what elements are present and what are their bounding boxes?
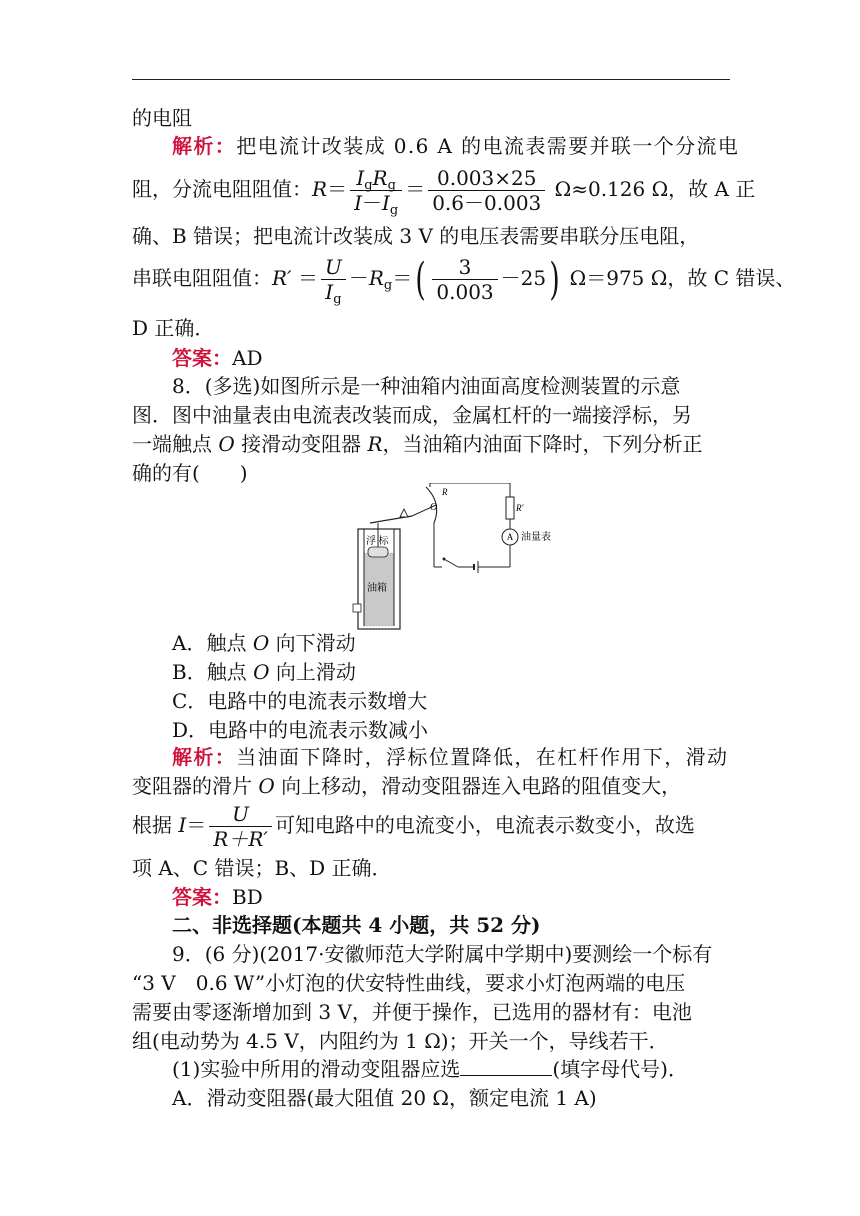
option-a: A．滑动变阻器(最大阻值 20 Ω，额定电流 1 A) bbox=[172, 1086, 597, 1110]
analysis-line: 解析：当油面下降时，浮标位置降低，在杠杆作用下，滑动 bbox=[172, 745, 729, 769]
text-line: D 正确． bbox=[132, 316, 215, 340]
answer-line: 答案：BD bbox=[172, 885, 263, 909]
formula-line: 串联电阻阻值：R′ ＝ $\frac{U}{I_g}$ $-R_g=$( $\frac{3}{0.003}$ －25) Ω＝975 Ω，故 C 错误、 bbox=[132, 253, 796, 307]
svg-text:R: R bbox=[442, 487, 448, 497]
fraction: $\frac{U}{R+R'}$ bbox=[209, 803, 272, 850]
question-line: 一端触点 O 接滑动变阻器 R，当油箱内油面下降时，下列分析正 bbox=[132, 432, 703, 456]
question-line: 组(电动势为 4.5 V，内阻约为 1 Ω)；开关一个，导线若干． bbox=[132, 1029, 669, 1053]
svg-text:油量表: 油量表 bbox=[521, 532, 551, 543]
analysis-label: 解析： bbox=[172, 745, 237, 769]
svg-text:R′: R′ bbox=[516, 503, 524, 513]
question-line: 确的有( ) bbox=[132, 461, 248, 485]
answer-label: 答案： bbox=[172, 346, 232, 370]
formula-line: 根据 I＝ $\frac{U}{R+R'}$ 可知电路中的电流变小，电流表示数变小，故选 bbox=[132, 802, 695, 851]
question-line: 需要由零逐渐增加到 3 V，并便于操作，已选用的器材有：电池 bbox=[132, 1000, 692, 1024]
option-b: B．触点 O 向上滑动 bbox=[172, 660, 356, 684]
analysis-line: 解析：把电流计改装成 0.6 A 的电流表需要并联一个分流电 bbox=[172, 134, 740, 158]
question-line: 图．图中油量表由电流表改装而成，金属杠杆的一端接浮标，另 bbox=[132, 403, 692, 427]
fraction: $\frac{0.003\times 25}{0.6-0.003}$ bbox=[428, 167, 545, 214]
section-heading: 二、非选择题(本题共 4 小题，共 52 分) bbox=[172, 913, 541, 937]
question-line: “3 V 0.6 W”小灯泡的伏安特性曲线，要求小灯泡两端的电压 bbox=[132, 971, 686, 995]
header-rule bbox=[132, 79, 730, 80]
answer-label: 答案： bbox=[172, 885, 232, 909]
fraction: $\frac{3}{0.003}$ bbox=[432, 256, 497, 303]
fraction: $\frac{U}{I_g}$ bbox=[321, 256, 346, 303]
svg-text:O: O bbox=[430, 502, 438, 513]
text-line: 的电阻 bbox=[132, 106, 192, 130]
analysis-label: 解析： bbox=[172, 134, 237, 158]
answer-line: 答案：AD bbox=[172, 346, 263, 370]
svg-text:浮 标: 浮 标 bbox=[366, 536, 389, 547]
answer-blank[interactable] bbox=[460, 1057, 552, 1076]
question-line: (1)实验中所用的滑动变阻器应选 (填字母代号)． bbox=[172, 1057, 688, 1081]
text-line: 项 A、C 错误；B、D 正确． bbox=[132, 856, 392, 880]
formula-line: 阻，分流电阻阻值：R＝ $\frac{I_gR_g}{I-I_g}$ ＝ $\frac{0.003\times 25}{0.6-0.003}$ Ω≈0.126 Ω，故 A 正 bbox=[132, 166, 756, 218]
question-line: 9．(6 分)(2017·安徽师范大学附属中学期中)要测绘一个标有 bbox=[172, 942, 713, 966]
fraction: $\frac{I_gR_g}{I-I_g}$ bbox=[350, 167, 402, 214]
oil-tank-circuit-figure bbox=[350, 483, 572, 631]
svg-text:A: A bbox=[506, 532, 514, 542]
option-a: A．触点 O 向下滑动 bbox=[172, 631, 356, 655]
text-line: 变阻器的滑片 O 向上移动，滑动变阻器连入电路的阻值变大， bbox=[132, 774, 682, 798]
option-c: C．电路中的电流表示数增大 bbox=[172, 689, 428, 713]
question-line: 8．(多选)如图所示是一种油箱内油面高度检测装置的示意 bbox=[172, 374, 681, 398]
option-d: D．电路中的电流表示数减小 bbox=[172, 718, 429, 742]
svg-text:油箱: 油箱 bbox=[367, 583, 387, 594]
text-line: 确、B 错误；把电流计改装成 3 V 的电压表需要串联分压电阻， bbox=[132, 224, 700, 248]
